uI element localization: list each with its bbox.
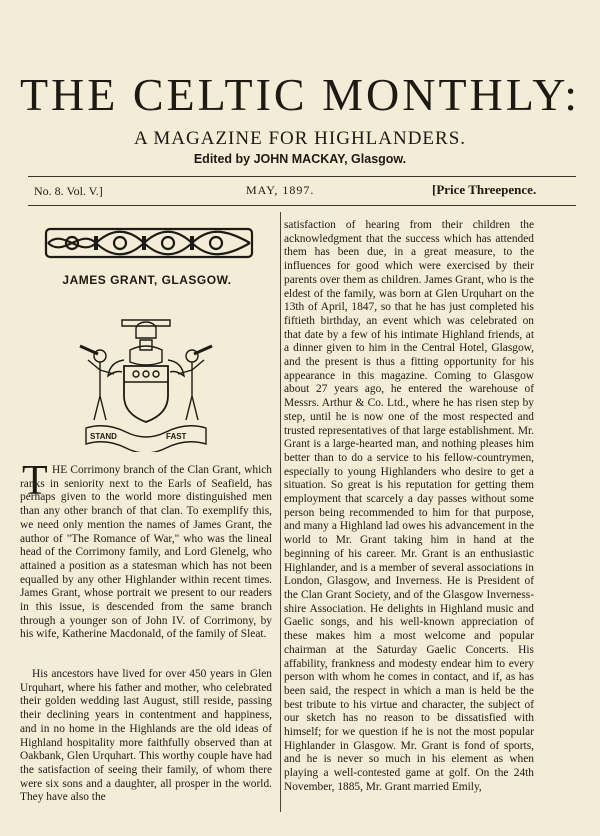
celtic-knot-ornament-icon	[44, 226, 254, 260]
issue-price: [Price Threepence.	[432, 182, 537, 197]
drop-cap: T	[22, 458, 48, 504]
article-column-2: satisfaction of hearing from their children the acknowledgment that the success which has attended them has been due, in a great measure, to the influences for good which were exercised by their parents over them as children. James Grant, who is the eldest of the family, was born at Glen Urquhart on the 13th of April, 1847, so that he has just completed his fiftieth birthday, an event which was celebrated on that date by a few of his intimate Highland friends, at a dinner given to him in the Central Hotel, Glasgow, and the present is thus a fitting opportunity for his appearance in this magazine. Coming to Glasgow about 27 years ago, he entered the warehouse of Messrs. Arthur & Co. Ltd., where he has risen step by step, until he is now one of the most respected and trusted representatives of that large establishment. Mr. Grant is a large-hearted man, and nothing pleases him better than to do a service to his fellow-countrymen, especially to young Highlanders who desire to get a situation. So great is his reputation for getting them employment that scarcely a day passes without some person being recommended to him for that purpose, and many a Highland lad owes his advancement in the world to Mr. Grant taking him in hand at the beginning of his career. Mr. Grant is an enthusiastic Highlander, and is a member of several associations in London, Glasgow, and Inverness. He is President of the Clan Grant Society, and of the Glasgow Inverness-shire Association. He delights in Highland music and Gaelic songs, and his well-known appreciation of these makes him a most welcome and popular chairman at the Saturday Gaelic Concerts. His affability, frankness and modesty endear him to every person with whom he comes in contact, and if, as has been said, the respect in which a man is held be the best tribute to his virtue and character, the subject of our sketch has no reason to be dissatisfied with himself; for we question if he is not the most popular Highlander in Glasgow. Mr. Grant is fond of sports, and he is never so much in his element as when playing a well-contested game at golf. On the 24th November, 1885, Mr. Grant married Emily,	[284, 219, 534, 793]
portrait-caption: JAMES GRANT, GLASGOW.	[62, 273, 232, 287]
magazine-subtitle: A MAGAZINE FOR HIGHLANDERS.	[133, 128, 467, 149]
magazine-title: THE CELTIC MONTHLY:	[19, 69, 581, 120]
motto-right: FAST	[166, 432, 187, 441]
header-rule-top	[28, 176, 576, 177]
coat-of-arms-icon	[70, 310, 222, 452]
issue-number: No. 8. Vol. V.]	[34, 184, 103, 198]
column-divider	[280, 212, 281, 812]
article-intro-paragraph: HE Corrimony branch of the Clan Grant, which ranks in seniority next to the Earls of Seafield, has perhaps given to the world more distinguished men than any other branch of that clan. To exemplify this, we need only mention the names of James Grant, the author of "The Romance of War," who was the lineal head of the Corrimony family, and Lord Glenelg, who attained a position as a statesman which has not been equalled by any other Highlander within recent times. James Grant, whose portrait we present to our readers in this issue, is descended from the same branch through a younger son of John IV. of Corrimony, by his wife, Katherine Macdonald, of the family of Sleat.	[20, 464, 272, 641]
motto-left: STAND	[90, 432, 117, 441]
article-paragraph-2: His ancestors have lived for over 450 years in Glen Urquhart, where his father and mother, who celebrated their golden wedding last August, still reside, passing their declining years in contentment and happiness, and in no home in the Highlands are the old ideas of Highland hospitality more faithfully observed than at Oakbank, Glen Urquhart. This worthy couple have had the satisfaction of seeing their family, of whom there were six sons and a daughter, all prosper in the world. They have also the	[20, 668, 272, 804]
header-rule-bottom	[28, 205, 576, 206]
issue-date: MAY, 1897.	[246, 183, 315, 197]
editor-line: Edited by JOHN MACKAY, Glasgow.	[193, 152, 407, 166]
